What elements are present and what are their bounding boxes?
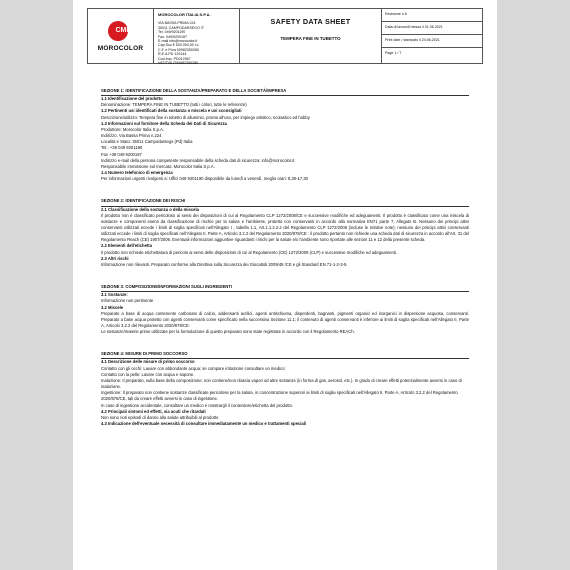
company-line: Tel. 049/9201190 — [158, 30, 186, 35]
logo-cmp-text: CMP — [115, 26, 132, 34]
subsection-heading: 2.3 Altri rischi — [101, 255, 129, 261]
subsection-heading: 1.2 Pertinenti usi identificati della sostanza o miscela e usi sconsigliati — [101, 108, 242, 114]
paragraph: Per informazioni urgenti rivolgersi a: Uffici 049 9201190 disponibile da lunedì a venerdì, meglio orari: 8,30-17,30 — [101, 176, 309, 182]
company-line: R.E.A.PD 129144 — [158, 52, 187, 57]
subsection-heading: 4.2 Principali sintomi ed effetti, sia acuti che ritardati — [101, 408, 206, 414]
issue-date: Data di lavoro/Emesso il 01.06.2021 — [382, 22, 482, 35]
paragraph: Preparato a base di acqua contenente carbonato di calcio, addensanti acrilici, agenti antischiuma, disperdenti, bagnanti, pigmenti organici ed inorganici in dispersione acquosa, conservanti. Preparato a base acqua protetto con agenti conservanti come specificato nella successiva Sezione 11.1; il contenuto di agenti conservanti è inferiore ai limiti di soglia specificati nell'Allegato II, Parte A, Articolo 3.2.2 del Regolamento 2020/878/CE. — [101, 310, 469, 328]
subsection-heading: 1.3 Informazioni sul fornitore della Scheda dei Dati di Sicurezza — [101, 120, 227, 126]
paragraph: Il prodotto non è classificato pericoloso ai sensi dei disposizioni di cui al Regolamento CLP 1272/2008/CE e successive modifiche ed adeguamenti. Il prodotto è classificato come una miscela di sostanze e componenti esenti da classificazione di rischio per la salute e l'ambiente, protetto con conservanti in accordo alla normativa EN71 parte 7, Allegato B. Nessuno dei principi attivi conservanti utilizzati eccede i limiti di soglia specificati nell'Allegato I , tabella 1.1, Art.1.1.2.2.2 del Regolamento CLP 1272/2008 (incluse le relative note); nessuno dei principi attivi conservanti utilizzati eccede i limiti di soglia specificati nell'Allegato II, Parte A, Articolo 3.2.2 del Regolamento 2020/878/CE : il prodotto pertanto non richiede una scheda dati di sicurezza in accordo all'Art. 31 del Regolamento Reach (CE) 1907/2006. Eventuali informazioni aggiuntive riguardanti i rischi per la salute e/o l'ambiente sono riportate alle sezioni 11 e 12 della presente scheda. — [101, 212, 469, 243]
company-line: 35011 CAMPODARSEGO IT — [158, 25, 205, 30]
subsection-heading: 4.3 Indicazione dell'eventuale necessità di consultare immediatamente un medico e trattamenti speciali — [101, 421, 307, 427]
paragraph: Informazione non pertinente — [101, 298, 154, 304]
logo-brand-name: MOROCOLOR — [97, 44, 144, 52]
revision-meta — [382, 9, 482, 63]
company-line: C.F. e P.iva 00982350280 — [158, 47, 199, 52]
subsection-heading: 1.1 Identificazione del prodotto — [101, 96, 163, 102]
document-header — [87, 8, 483, 64]
paragraph: Indirizzo. Via Bassa Prima n.224 — [101, 133, 162, 139]
section-1-title: SEZIONE 1: IDENTIFICAZIONE DELLA SOSTANZA/PREPARATO E DELLA SOCIETÀ/IMPRESA — [101, 88, 469, 96]
page-number: Page 1 / 7 — [385, 51, 402, 55]
paragraph: Indirizzo e-mail della persona competente responsabile della scheda dati di sicurezza: info@morocolor.it — [101, 157, 295, 163]
paragraph: Responsabile immissione sul mercato: Morocolor Italia S.p.A. — [101, 163, 215, 169]
company-line: Fax. 049/9200187 — [158, 34, 187, 39]
company-info — [154, 9, 240, 66]
section-4-title: SEZIONE 4: MISURE DI PRIMO SOCCORSO — [101, 351, 469, 359]
document-body — [101, 88, 469, 427]
paragraph: Ingestione: Il preparato non contiene sostanze classificate pericolose per la salute, in concentrazione superiori ai limiti di soglia specificati nell'Allegato II, Parte A, Articolo 3.2.2 del Regolamento 2020/878/CE, tali da creare effetti avversi in caso di ingestione. — [101, 390, 458, 402]
section-2-title: SEZIONE 2: IDENTIFICAZIONE DEI RISCHI — [101, 198, 469, 206]
company-line: Cod.Imp. PD012967 — [158, 56, 191, 61]
product-title: TEMPERA FINE IN TUBETTO — [280, 36, 341, 41]
paragraph: Fax +39 049 9200187 — [101, 151, 142, 157]
paragraph: Contatto con gli occhi: Lavare con abbondante acqua; se compare irritazione consultare un medico: — [101, 365, 286, 371]
paragraph: Contatto con la pelle: Lavare con acqua e sapone. — [101, 371, 195, 377]
title-cell — [240, 9, 382, 63]
company-line: VAT/TVA IT00982350280 — [158, 61, 199, 66]
revision-number: Revisione n.6 — [382, 9, 482, 22]
paragraph: Inalazione: Il preparato, sulla base della composizione, non contiene/non rilascia vapori od altre sostanze (in forma di gas, aerosol, etc.). In grado di creare effetti potenzialmente avversi in caso di inalazione. — [101, 377, 462, 390]
paragraph: Informazione non rilevanti. Preparato conforme alla Direttiva sulla Sicurezza dei Giocattoli 2009/48 /CE e gli Standard EN 71-1-2-3-9. — [101, 261, 348, 267]
paragraph: Le sostanze/materie prime utilizzate per la formulazione di questo preparato sono state registrate in accordo con il Regolamento REACh. — [101, 329, 355, 335]
company-line: VIA BASSA PRIMA 224 — [158, 21, 196, 26]
subsection-heading: 4.1 Descrizione delle misure di primo soccorso — [101, 359, 195, 365]
company-name: MOROCOLOR ITALIA S.P.A. — [158, 12, 211, 17]
company-line: Cap.Soc € 530.000,00 i.v. — [158, 43, 200, 48]
subsection-heading: 2.1 Classificazione della sostanza o della miscela — [101, 206, 199, 212]
subsection-heading: 2.2 Elementi dell'etichetta — [101, 243, 153, 249]
company-line: E-mail info@morocolor.it — [158, 39, 198, 44]
paragraph: Produttore: Morocolor Italia S.p.A. — [101, 126, 165, 132]
document-page — [73, 0, 497, 570]
paragraph: In caso di ingestione accidentale, consultare un medico e mostrargli il contenitore/etichetta del prodotto. — [101, 402, 294, 408]
morocolor-logo — [106, 21, 136, 43]
paragraph: Non sono noti episodi di danno alla salute attribuibili al prodotto — [101, 414, 219, 420]
subsection-heading: 3.1 Sostanze: — [101, 292, 128, 298]
paragraph: Il prodotto non richiede etichettatura di pericolo ai sensi delle disposizioni di cui al Regolamento (CE) 1272/2008 (CLP) e successive modifiche ed adeguamenti. — [101, 249, 398, 255]
subsection-heading: 3.2 Miscele — [101, 304, 124, 310]
logo-cell — [88, 9, 154, 63]
paragraph: Denominazione: TEMPERA FINE IN TUBETTO (tutti i colori, tutte le referenze) — [101, 102, 247, 108]
paragraph: Tel.: +39 049 9201190 — [101, 145, 143, 151]
print-date: Print date / stampato il 24.06.2021 — [382, 35, 482, 48]
subsection-heading: 1.4 Numero telefonico di emergenza — [101, 170, 173, 176]
paragraph: Descrizione/utilizzo: Tempera fine in tubetto di alluminio, pronta all'uso, per impiego artistico, scolastico ed hobby — [101, 114, 310, 120]
document-title: SAFETY DATA SHEET — [270, 17, 351, 26]
section-3-title: SEZIONE 3: COMPOSIZIONE/INFORMAZIONI SUGLI INGREDIENTI — [101, 284, 469, 292]
paragraph: Località e Stato: 35011 Campodarsego (Pd) Italia — [101, 139, 193, 145]
